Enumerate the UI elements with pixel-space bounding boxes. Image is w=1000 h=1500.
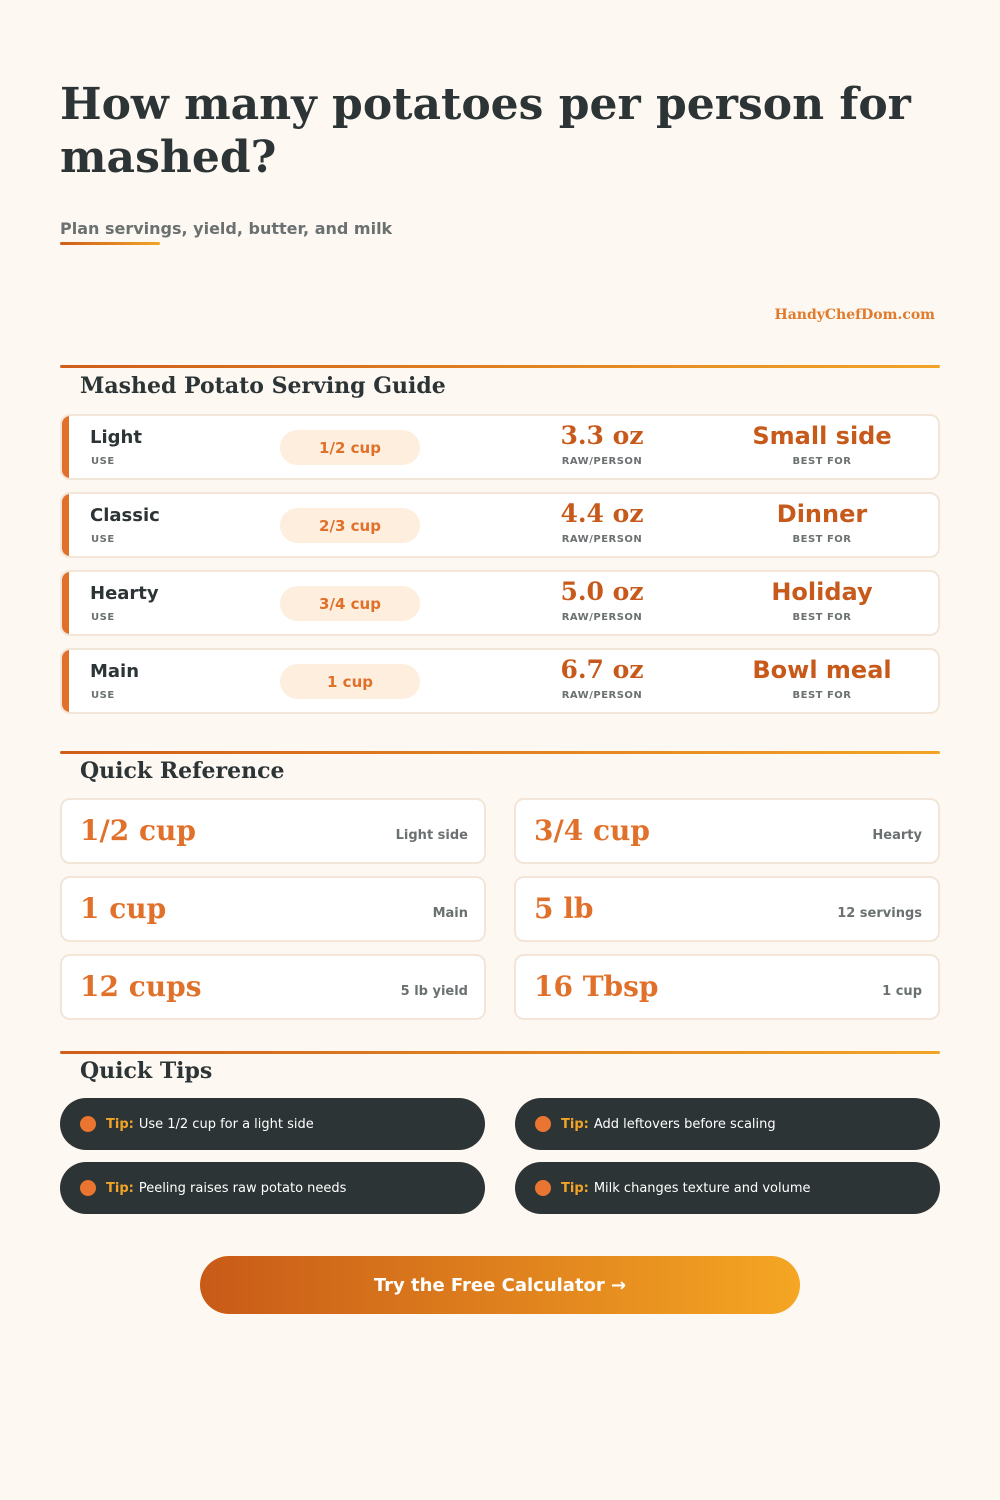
best-for: Bowl meal (752, 656, 892, 684)
reference-card (514, 954, 940, 1020)
reference-note: 5 lb yield (400, 984, 468, 999)
raw-amount: 4.4 oz (560, 499, 644, 528)
reference-note: Main (432, 906, 468, 921)
raw-amount: 5.0 oz (560, 577, 644, 606)
tip-text: Milk changes texture and volume (593, 1180, 811, 1196)
tip-lead: Tip: (106, 1116, 134, 1132)
tip-dot-icon (80, 1116, 96, 1132)
raw-amount: 3.3 oz (560, 421, 644, 450)
raw-label: RAW/PERSON (561, 456, 643, 467)
guide-row-classic (60, 492, 940, 558)
portion-pill: 1 cup (280, 664, 420, 699)
guide-row-light (60, 414, 940, 480)
tip-text: Add leftovers before scaling (593, 1116, 776, 1132)
reference-card (60, 798, 486, 864)
best-for-label: BEST FOR (792, 534, 852, 545)
portion-pill: 2/3 cup (280, 508, 420, 543)
tips-title: Quick Tips (80, 1058, 213, 1084)
guide-level: Classic (90, 505, 160, 526)
reference-value: 1 cup (80, 892, 167, 925)
reference-value: 3/4 cup (534, 814, 650, 847)
guide-title: Mashed Potato Serving Guide (80, 373, 446, 399)
tip-dot-icon (80, 1180, 96, 1196)
reference-value: 1/2 cup (80, 814, 196, 847)
guide-row-main (60, 648, 940, 714)
best-for-label: BEST FOR (792, 612, 852, 623)
reference-note: Hearty (872, 828, 922, 843)
tip-lead: Tip: (561, 1116, 589, 1132)
raw-label: RAW/PERSON (561, 534, 643, 545)
best-for: Small side (752, 422, 892, 450)
best-for-label: BEST FOR (792, 456, 852, 467)
page-subtitle: Plan servings, yield, butter, and milk (60, 219, 393, 238)
calculator-cta-button[interactable]: Try the Free Calculator → (200, 1256, 800, 1314)
raw-label: RAW/PERSON (561, 612, 643, 623)
tip-item (515, 1098, 940, 1150)
row-accent-bar (62, 572, 69, 634)
guide-level: Main (90, 661, 140, 682)
reference-divider (60, 751, 940, 754)
reference-value: 12 cups (80, 970, 202, 1003)
tip-item (60, 1098, 485, 1150)
reference-card (60, 876, 486, 942)
guide-divider (60, 365, 940, 368)
raw-amount: 6.7 oz (560, 655, 644, 684)
reference-note: 12 servings (837, 906, 922, 921)
use-label: USE (91, 456, 115, 467)
tip-item (515, 1162, 940, 1214)
use-label: USE (91, 690, 115, 701)
guide-level: Light (90, 427, 142, 448)
page-title: How many potatoes per person for mashed? (60, 79, 911, 183)
guide-row-hearty (60, 570, 940, 636)
tip-text: Use 1/2 cup for a light side (138, 1116, 314, 1132)
best-for: Dinner (776, 500, 868, 528)
portion-pill: 1/2 cup (280, 430, 420, 465)
reference-card (514, 876, 940, 942)
best-for: Holiday (771, 578, 873, 606)
tip-dot-icon (535, 1116, 551, 1132)
tip-text: Peeling raises raw potato needs (138, 1180, 347, 1196)
reference-card (60, 954, 486, 1020)
guide-level: Hearty (90, 583, 159, 604)
portion-pill: 3/4 cup (280, 586, 420, 621)
tip-item (60, 1162, 485, 1214)
use-label: USE (91, 612, 115, 623)
brand-link[interactable]: HandyChefDom.com (774, 307, 935, 323)
row-accent-bar (62, 650, 69, 712)
tip-dot-icon (535, 1180, 551, 1196)
row-accent-bar (62, 416, 69, 478)
reference-value: 16 Tbsp (534, 970, 659, 1003)
reference-title: Quick Reference (80, 758, 285, 784)
reference-note: 1 cup (882, 984, 922, 999)
tip-lead: Tip: (561, 1180, 589, 1196)
row-accent-bar (62, 494, 69, 556)
reference-value: 5 lb (534, 892, 594, 925)
subtitle-underline (60, 242, 160, 245)
reference-note: Light side (395, 828, 468, 843)
tip-lead: Tip: (106, 1180, 134, 1196)
reference-card (514, 798, 940, 864)
tips-divider (60, 1051, 940, 1054)
raw-label: RAW/PERSON (561, 690, 643, 701)
use-label: USE (91, 534, 115, 545)
best-for-label: BEST FOR (792, 690, 852, 701)
